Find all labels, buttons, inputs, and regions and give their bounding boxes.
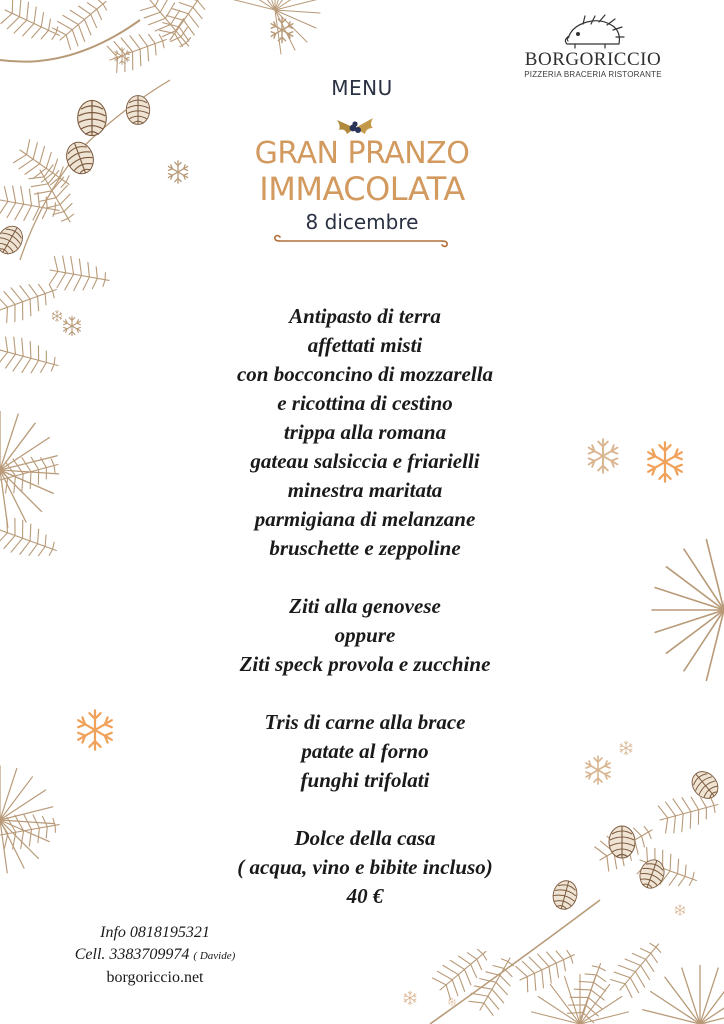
orange-snowflake-left [78, 710, 112, 749]
course-line: oppure [334, 623, 396, 647]
course-line: patate al forno [301, 739, 429, 763]
cell-contact-name: ( Davide) [193, 950, 236, 962]
course-line: Tris di carne alla brace [264, 710, 466, 734]
course-line: ( acqua, vino e bibite incluso) [237, 855, 493, 879]
course-line: funghi trifolati [300, 768, 430, 792]
course-line: gateau salsiccia e friarielli [250, 449, 480, 473]
brand-name: BORGORICCIO [524, 49, 662, 70]
course-line: Dolce della casa [294, 826, 436, 850]
cell-phone: Cell. 3383709974 [74, 946, 190, 963]
section-gap [150, 563, 580, 592]
course-line: minestra maritata [287, 478, 443, 502]
course-line: trippa alla romana [283, 420, 447, 444]
course-line: e ricottina di cestino [277, 391, 453, 415]
menu-title: MENU [331, 76, 393, 100]
cell-phone-line [40, 944, 270, 967]
course-line: con bocconcino di mozzarella [236, 362, 494, 386]
event-title-line2: IMMACOLATA [259, 170, 465, 208]
pine-branch-left [0, 412, 62, 873]
course-line: bruschette e zeppoline [269, 536, 461, 560]
course-line: Ziti alla genovese [289, 594, 441, 618]
orange-snowflake-right [648, 442, 682, 481]
website-link[interactable]: borgoriccio.net [106, 969, 204, 986]
date-underline [272, 234, 450, 248]
section-gap [150, 795, 580, 824]
section-gap [150, 679, 580, 708]
info-phone: Info 0818195321 [100, 924, 210, 941]
snowflake-group-bottom [404, 991, 456, 1006]
pine-branch-bottom [429, 900, 724, 1024]
course-line: Ziti speck provola e zucchine [239, 652, 491, 676]
menu-courses [150, 302, 580, 911]
hedgehog-icon [561, 14, 625, 52]
course-line: Antipasto di terra [289, 304, 441, 328]
event-date: 8 dicembre [305, 210, 419, 234]
event-title-line1: GRAN PRANZO [254, 136, 470, 171]
brand-logo [518, 14, 668, 79]
contact-info [40, 922, 270, 989]
course-line: parmigiana di melanzane [254, 507, 476, 531]
price: 40 € [346, 884, 384, 908]
course-line: affettati misti [307, 333, 423, 357]
brand-tagline: PIZZERIA BRACERIA RISTORANTE [524, 70, 662, 79]
